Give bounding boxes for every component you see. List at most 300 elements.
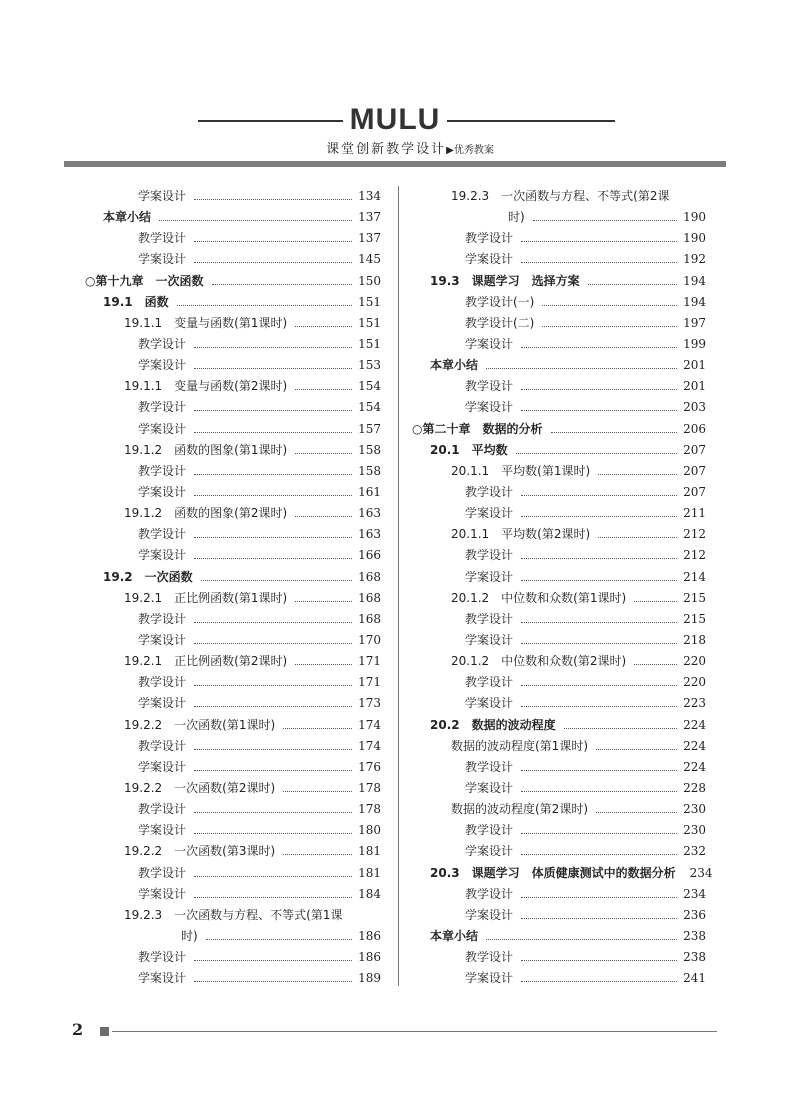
toc-page-number: 184: [358, 886, 381, 901]
toc-entry-title: 学案设计: [138, 759, 187, 774]
toc-entry-title: 学案设计: [138, 421, 187, 436]
toc-page-number: 224: [683, 717, 706, 732]
toc-entry[interactable]: [85, 609, 381, 630]
toc-entry[interactable]: [85, 926, 381, 947]
toc-page-number: 220: [683, 675, 706, 690]
dot-leader: [194, 762, 352, 771]
dot-leader: [564, 720, 677, 729]
toc-page-number: 214: [683, 569, 706, 584]
toc-entry[interactable]: [85, 884, 381, 905]
dot-leader: [206, 931, 352, 940]
dot-leader: [194, 635, 352, 644]
toc-entry[interactable]: [412, 672, 706, 693]
toc-page-number: 174: [358, 738, 381, 753]
dot-leader: [521, 550, 677, 559]
toc-entry-title: 学案设计: [465, 696, 514, 711]
toc-entry-title-text: 第十九章 一次函数: [95, 273, 204, 288]
toc-entry-title: 教学设计: [465, 675, 514, 690]
toc-entry[interactable]: [85, 482, 381, 503]
toc-entry[interactable]: [85, 545, 381, 566]
toc-page-number: 154: [358, 400, 381, 415]
toc-entry[interactable]: [412, 693, 706, 714]
dot-leader: [596, 804, 677, 813]
dot-leader: [194, 677, 352, 686]
toc-page-number: 170: [358, 632, 381, 647]
header-subtitle: [300, 138, 520, 157]
toc-entry-title: 学案设计: [138, 886, 187, 901]
toc-entry[interactable]: [412, 841, 706, 862]
toc-entry-title: 学案设计: [465, 971, 514, 986]
dot-leader: [521, 572, 677, 581]
toc-entry-title: 教学设计: [138, 231, 187, 246]
toc-entry[interactable]: [85, 355, 381, 376]
toc-entry[interactable]: [412, 186, 706, 207]
toc-entry-title: 学案设计: [138, 971, 187, 986]
toc-entry[interactable]: [412, 440, 706, 461]
toc-entry-title: 学案设计: [465, 907, 514, 922]
toc-entry-title: 时): [508, 210, 525, 225]
toc-entry-title: 19.2.3 一次函数与方程、不等式(第1课: [124, 907, 343, 922]
toc-page-number: 223: [683, 696, 706, 711]
toc-page-number: 203: [683, 400, 706, 415]
dot-leader: [521, 910, 677, 919]
dot-leader: [283, 720, 352, 729]
toc-entry-title: 教学设计: [465, 484, 514, 499]
toc-entry[interactable]: [85, 461, 381, 482]
toc-entry[interactable]: [412, 334, 706, 355]
column-divider: [398, 186, 399, 986]
toc-page-number: 163: [358, 506, 381, 521]
dot-leader: [194, 804, 352, 813]
toc-page-number: 171: [358, 675, 381, 690]
toc-entry[interactable]: [85, 440, 381, 461]
toc-entry-title: [85, 271, 208, 292]
toc-page-number: 234: [689, 865, 713, 880]
toc-page-number: 212: [683, 527, 706, 542]
dot-leader: [521, 254, 677, 263]
toc-entry[interactable]: [412, 545, 706, 566]
toc-page-number: 206: [683, 421, 706, 436]
toc-entry-title: 教学设计: [465, 231, 514, 246]
footer-rule: [112, 1031, 717, 1032]
toc-page-number: 232: [683, 844, 706, 859]
toc-entry-title: 教学设计(二): [465, 315, 535, 330]
dot-leader: [551, 424, 678, 433]
header-title: MULU: [349, 103, 441, 136]
toc-entry[interactable]: [85, 715, 381, 736]
toc-page-number: 180: [358, 823, 381, 838]
dot-leader: [201, 572, 352, 581]
toc-page-number: 201: [683, 379, 706, 394]
dot-leader: [521, 381, 677, 390]
toc-entry[interactable]: [412, 884, 706, 905]
toc-entry[interactable]: [412, 968, 706, 989]
dot-leader: [295, 656, 352, 665]
toc-page-number: 181: [358, 844, 381, 859]
toc-page-number: 181: [358, 865, 381, 880]
toc-entry-title: [412, 419, 547, 440]
page-number: 2: [72, 1020, 84, 1039]
toc-page-number: 154: [358, 379, 381, 394]
toc-entry[interactable]: [85, 397, 381, 418]
toc-entry[interactable]: [85, 757, 381, 778]
dot-leader: [194, 402, 352, 411]
toc-page-number: 238: [683, 928, 706, 943]
dot-leader: [159, 212, 352, 221]
toc-entry[interactable]: [412, 355, 706, 376]
dot-leader: [194, 741, 352, 750]
toc-page-number: 158: [358, 442, 381, 457]
toc-entry[interactable]: [85, 249, 381, 270]
dot-leader: [521, 677, 677, 686]
dot-leader: [295, 318, 352, 327]
toc-entry[interactable]: [412, 630, 706, 651]
toc-entry-title: 20.1 平均数: [430, 442, 508, 457]
toc-entry[interactable]: [85, 905, 381, 926]
toc-entry-title: 教学设计: [465, 886, 514, 901]
toc-entry-title: 教学设计: [465, 611, 514, 626]
toc-page-number: 194: [683, 294, 706, 309]
toc-entry-title: 学案设计: [465, 632, 514, 647]
toc-entry-title: 教学设计: [138, 950, 187, 965]
dot-leader: [212, 276, 353, 285]
toc-page-number: 192: [683, 252, 706, 267]
toc-page-number: 166: [358, 548, 381, 563]
toc-entry-title: 学案设计: [138, 189, 187, 203]
dot-leader: [194, 973, 352, 982]
toc-entry-title: 教学设计(一): [465, 294, 535, 309]
toc-page-number: 190: [683, 210, 706, 225]
dot-leader: [634, 656, 677, 665]
dot-leader: [194, 550, 352, 559]
dot-leader: [194, 424, 352, 433]
toc-entry[interactable]: [85, 503, 381, 524]
toc-entry-title: 19.2.1 正比例函数(第1课时): [124, 590, 288, 605]
toc-entry[interactable]: [412, 271, 706, 292]
toc-entry[interactable]: [412, 567, 706, 588]
toc-entry[interactable]: [85, 376, 381, 397]
toc-entry[interactable]: [412, 228, 706, 249]
toc-page-number: 163: [358, 527, 381, 542]
dot-leader: [194, 952, 352, 961]
toc-page-number: 134: [358, 189, 381, 203]
toc-page-number: 168: [358, 569, 381, 584]
toc-entry[interactable]: [85, 799, 381, 820]
toc-page-number: 178: [358, 780, 381, 795]
toc-entry[interactable]: [412, 397, 706, 418]
toc-entry[interactable]: [85, 271, 381, 292]
toc-entry-title: 本章小结: [430, 928, 479, 943]
toc-entry[interactable]: [85, 524, 381, 545]
toc-page-number: 186: [358, 950, 381, 965]
chapter-circle-icon: ○: [85, 273, 96, 288]
toc-entry[interactable]: [412, 651, 706, 672]
toc-page-number: 168: [358, 611, 381, 626]
toc-entry-title: 教学设计: [138, 336, 187, 351]
toc-entry[interactable]: [85, 863, 381, 884]
toc-entry[interactable]: [85, 292, 381, 313]
toc-entry-title: 学案设计: [465, 336, 514, 351]
toc-page-number: 241: [683, 971, 706, 986]
toc-entry-title: 学案设计: [465, 569, 514, 584]
toc-page-number: 218: [683, 632, 706, 647]
toc-entry-title: 19.2.2 一次函数(第1课时): [124, 717, 276, 732]
toc-entry[interactable]: [412, 524, 706, 545]
toc-entry[interactable]: [412, 588, 706, 609]
toc-page-number: 207: [683, 442, 706, 457]
toc-entry[interactable]: [412, 207, 706, 228]
toc-entry-title: 学案设计: [138, 484, 187, 499]
toc-entry[interactable]: [412, 313, 706, 334]
dot-leader: [283, 846, 352, 855]
toc-left-column: [85, 186, 381, 989]
dot-leader: [283, 783, 352, 792]
toc-entry[interactable]: [412, 863, 713, 884]
toc-page-number: 230: [683, 802, 706, 817]
toc-entry[interactable]: [412, 249, 706, 270]
dot-leader: [521, 508, 677, 517]
toc-entry[interactable]: [85, 820, 381, 841]
toc-page-number: 207: [683, 463, 706, 478]
toc-entry-title: 19.3 课题学习 选择方案: [430, 273, 580, 288]
toc-entry-title: 20.1.2 中位数和众数(第2课时): [451, 654, 627, 669]
dot-leader: [521, 825, 677, 834]
toc-page-number: 215: [683, 611, 706, 626]
toc-page-number: 228: [683, 780, 706, 795]
toc-entry-title: 20.2 数据的波动程度: [430, 717, 556, 732]
toc-entry-title: 学案设计: [138, 696, 187, 711]
toc-entry[interactable]: [412, 503, 706, 524]
dot-leader: [295, 445, 352, 454]
toc-page-number: 212: [683, 548, 706, 563]
dot-leader: [521, 487, 677, 496]
dot-leader: [194, 466, 352, 475]
toc-entry-title: 19.2.2 一次函数(第3课时): [124, 844, 276, 859]
toc-entry-title: 本章小结: [430, 358, 479, 373]
toc-entry-title: 教学设计: [138, 675, 187, 690]
dot-leader: [486, 931, 677, 940]
dot-leader: [486, 360, 677, 369]
toc-page-number: 189: [358, 971, 381, 986]
toc-page-number: 150: [358, 273, 381, 288]
dot-leader: [521, 339, 677, 348]
toc-entry-title: 19.1.1 变量与函数(第1课时): [124, 315, 288, 330]
toc-entry[interactable]: [85, 588, 381, 609]
dot-leader: [521, 698, 677, 707]
toc-entry[interactable]: [412, 820, 706, 841]
toc-page-number: 174: [358, 717, 381, 732]
toc-page-number: 168: [358, 590, 381, 605]
toc-page-number: 161: [358, 484, 381, 499]
toc-entry[interactable]: [85, 228, 381, 249]
toc-entry-title: 数据的波动程度(第1课时): [451, 738, 588, 753]
toc-page-number: 197: [683, 315, 706, 330]
toc-page-number: 137: [358, 210, 381, 225]
toc-entry[interactable]: [85, 334, 381, 355]
toc-entry-title: 教学设计: [138, 463, 187, 478]
toc-entry-title: 教学设计: [465, 548, 514, 563]
dot-leader: [295, 508, 352, 517]
toc-page-number: 151: [358, 336, 381, 351]
toc-entry[interactable]: [412, 778, 706, 799]
toc-entry-title: 19.2.3 一次函数与方程、不等式(第2课: [451, 189, 670, 203]
toc-page-number: 178: [358, 802, 381, 817]
toc-page-number: 151: [358, 294, 381, 309]
dot-leader: [194, 889, 352, 898]
toc-entry[interactable]: [412, 905, 706, 926]
toc-entry-title: 学案设计: [465, 400, 514, 415]
toc-page-number: 137: [358, 231, 381, 246]
dot-leader: [295, 381, 352, 390]
dot-leader: [194, 825, 352, 834]
header-rule-right: [447, 120, 615, 122]
toc-entry-title: 时): [181, 928, 198, 943]
toc-page-number: 224: [683, 738, 706, 753]
toc-page-number: 153: [358, 358, 381, 373]
toc-entry-title: 学案设计: [465, 252, 514, 267]
toc-page-number: 211: [683, 506, 706, 521]
toc-entry[interactable]: [85, 947, 381, 968]
toc-entry[interactable]: [85, 313, 381, 334]
toc-entry[interactable]: [85, 419, 381, 440]
toc-entry[interactable]: [85, 736, 381, 757]
toc-page-number: 207: [683, 484, 706, 499]
dot-leader: [521, 952, 677, 961]
toc-entry-title: 教学设计: [138, 527, 187, 542]
dot-leader: [521, 233, 677, 242]
toc-entry-title: 本章小结: [103, 210, 152, 225]
toc-page-number: 238: [683, 950, 706, 965]
toc-entry-title: 教学设计: [465, 379, 514, 394]
toc-page-number: 145: [358, 252, 381, 267]
dot-leader: [533, 212, 677, 221]
toc-page-number: 224: [683, 759, 706, 774]
toc-entry[interactable]: [85, 841, 381, 862]
header-subtitle-main: 课堂创新教学设计: [326, 142, 447, 157]
toc-entry[interactable]: [412, 715, 706, 736]
dot-leader: [634, 593, 677, 602]
toc-entry-title: 数据的波动程度(第2课时): [451, 802, 588, 817]
toc-entry[interactable]: [85, 186, 381, 207]
toc-page-number: 190: [683, 231, 706, 246]
toc-entry[interactable]: [412, 461, 706, 482]
header-subtitle-small: 优秀教案: [453, 145, 494, 156]
toc-page-number: 199: [683, 336, 706, 351]
toc-page-number: 236: [683, 907, 706, 922]
toc-entry-title: 19.2.2 一次函数(第2课时): [124, 780, 276, 795]
toc-entry[interactable]: [85, 651, 381, 672]
dot-leader: [194, 614, 352, 623]
dot-leader: [295, 593, 352, 602]
triangle-arrow-icon: ▶: [446, 145, 454, 156]
toc-entry-title: 19.1.2 函数的图象(第2课时): [124, 506, 288, 521]
toc-entry[interactable]: [412, 736, 706, 757]
dot-leader: [521, 783, 677, 792]
toc-entry-title: 学案设计: [465, 844, 514, 859]
toc-entry[interactable]: [412, 799, 706, 820]
toc-entry-title: 学案设计: [138, 823, 187, 838]
toc-entry-title: 20.1.1 平均数(第1课时): [451, 463, 591, 478]
dot-leader: [521, 846, 677, 855]
dot-leader: [596, 741, 677, 750]
dot-leader: [542, 318, 677, 327]
toc-entry[interactable]: [412, 419, 706, 440]
toc-entry[interactable]: [85, 567, 381, 588]
toc-entry-title: 学案设计: [138, 632, 187, 647]
chapter-circle-icon: ○: [412, 421, 423, 436]
toc-entry-title: 教学设计: [465, 759, 514, 774]
toc-page-number: 157: [358, 421, 381, 436]
dot-leader: [521, 889, 677, 898]
toc-entry-title-text: 第二十章 数据的分析: [422, 421, 543, 436]
header-band: [64, 161, 726, 167]
toc-entry-title: 教学设计: [138, 738, 187, 753]
toc-entry-title: 19.2.1 正比例函数(第2课时): [124, 654, 288, 669]
dot-leader: [194, 191, 352, 200]
toc-entry-title: 学案设计: [465, 780, 514, 795]
toc-entry-title: 学案设计: [138, 358, 187, 373]
toc-entry-title: 19.1 函数: [103, 294, 169, 309]
dot-leader: [516, 445, 677, 454]
toc-entry-title: 教学设计: [465, 823, 514, 838]
dot-leader: [588, 276, 677, 285]
dot-leader: [194, 868, 352, 877]
dot-leader: [194, 487, 352, 496]
toc-entry-title: 学案设计: [465, 506, 514, 521]
dot-leader: [194, 360, 352, 369]
toc-entry[interactable]: [412, 609, 706, 630]
toc-entry[interactable]: [412, 757, 706, 778]
toc-page-number: 151: [358, 315, 381, 330]
toc-entry[interactable]: [85, 672, 381, 693]
dot-leader: [598, 529, 677, 538]
toc-page-number: 186: [358, 928, 381, 943]
toc-right-column: [412, 186, 713, 989]
toc-page-number: 234: [683, 886, 706, 901]
header-rule-left: [198, 120, 343, 122]
toc-entry[interactable]: [412, 947, 706, 968]
dot-leader: [521, 635, 677, 644]
toc-page-number: 176: [358, 759, 381, 774]
toc-entry[interactable]: [412, 376, 706, 397]
toc-entry[interactable]: [85, 778, 381, 799]
toc-entry[interactable]: [85, 968, 381, 989]
dot-leader: [521, 402, 677, 411]
toc-page-number: 194: [683, 273, 706, 288]
toc-entry-title: 20.1.1 平均数(第2课时): [451, 527, 591, 542]
toc-entry-title: 教学设计: [138, 802, 187, 817]
toc-page-number: 220: [683, 654, 706, 669]
toc-entry[interactable]: [85, 207, 381, 228]
footer-square: [100, 1027, 109, 1036]
toc-entry-title: 19.1.2 函数的图象(第1课时): [124, 442, 288, 457]
dot-leader: [521, 614, 677, 623]
toc-entry-title: 20.3 课题学习 体质健康测试中的数据分析: [430, 865, 676, 880]
dot-leader: [598, 466, 677, 475]
dot-leader: [521, 762, 677, 771]
toc-entry[interactable]: [85, 630, 381, 651]
toc-entry-title: 教学设计: [138, 400, 187, 415]
toc-entry[interactable]: [85, 693, 381, 714]
toc-entry[interactable]: [412, 926, 706, 947]
toc-entry[interactable]: [412, 292, 706, 313]
toc-entry[interactable]: [412, 482, 706, 503]
toc-entry-title: 教学设计: [465, 950, 514, 965]
toc-entry-title: 教学设计: [138, 865, 187, 880]
dot-leader: [194, 233, 352, 242]
toc-entry-title: 学案设计: [138, 548, 187, 563]
toc-entry-title: 20.1.2 中位数和众数(第1课时): [451, 590, 627, 605]
